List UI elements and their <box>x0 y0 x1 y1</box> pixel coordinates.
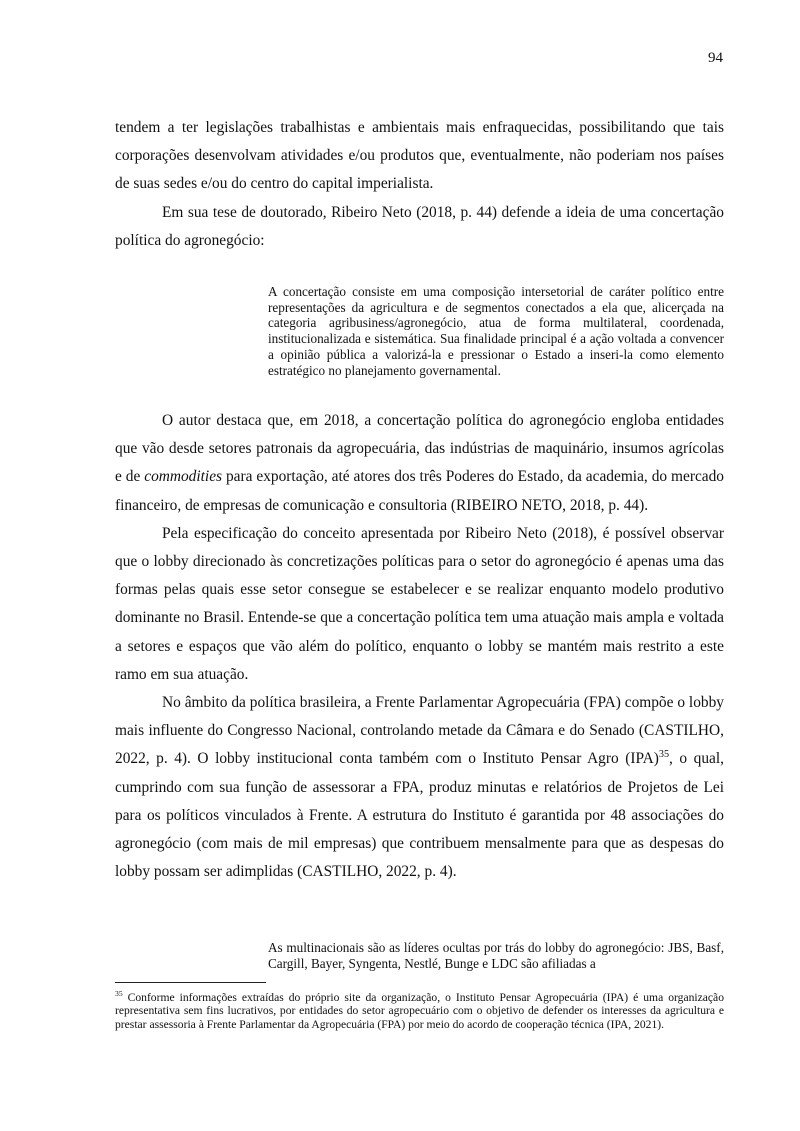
block-quote-concertacao: A concertação consiste em uma composição intersetorial de caráter político entre representações da agricultura e de segmentos conectados a ela que, alicerçada na categoria agribusiness/agronegócio, atua de forma multilateral, coordenada, institucionalizada e sistemática. Sua finalidade principal é a ação voltada a convencer a opinião pública a valorizá-la e pressionar o Estado a inseri-la como elemento estratégico no planejamento governamental. <box>268 284 724 378</box>
footnote-35 <box>115 991 724 1031</box>
paragraph-text: , o qual, cumprindo com sua função de assessorar a FPA, produz minutas e relatórios de Projetos de Lei para os políticos vinculados à Frente. A estrutura do Instituto é garantida por 48 associações do agronegócio (com mais de mil empresas) que contribuem mensalmente para que as despesas do lobby possam ser adimplidas (CASTILHO, 2022, p. 4). <box>115 750 724 881</box>
body-text-middle <box>115 407 724 886</box>
italic-term-commodities: commodities <box>144 468 223 486</box>
paragraph-fpa <box>115 689 724 886</box>
block-quote-multinacionais: As multinacionais são as líderes ocultas por trás do lobby do agronegócio: JBS, Basf, Cargill, Bayer, Syngenta, Nestlé, Bunge e LDC são afiliadas a <box>268 940 724 971</box>
paragraph-text: O autor destaca que, em 2018, a concertação política do agronegócio engloba entidades que vão desde setores patronais da agropecuária, das indústrias de maquinário, insumos agrícolas e de <box>115 412 724 486</box>
paragraph-autor-destaca <box>115 407 724 520</box>
footnote-text: Conforme informações extraídas do próprio site da organização, o Instituto Pensar Agropecuária (IPA) é uma organização representativa sem fins lucrativos, por entidades do setor agropecuário com o objetivo de defender os interesses da agricultura e prestar assessoria à Frente Parlamentar da Agropecuária (FPA) por meio do acordo de cooperação técnica (IPA, 2021). <box>115 991 724 1031</box>
footnote-number: 35 <box>115 989 123 999</box>
page-number: 94 <box>708 50 723 66</box>
paragraph-text: No âmbito da política brasileira, a Frente Parlamentar Agropecuária (FPA) compõe o lobby mais influente do Congresso Nacional, controlando metade da Câmara e do Senado (CASTILHO, 2022, p. 4). O lobby institucional conta também com o Instituto Pensar Agro (IPA) <box>115 694 724 768</box>
footnote-divider <box>115 982 266 983</box>
footnote-reference[interactable]: 35 <box>658 749 670 761</box>
paragraph-text: para exportação, até atores dos três Poderes do Estado, da academia, do mercado financeiro, de empresas de comunicação e consultoria (RIBEIRO NETO, 2018, p. 44). <box>115 468 724 514</box>
body-text-top <box>115 114 724 255</box>
paragraph-especificacao: Pela especificação do conceito apresentada por Ribeiro Neto (2018), é possível observar que o lobby direcionado às concretizações políticas para o setor do agronegócio é apenas uma das formas pelas quais esse setor consegue se estabelecer e se realizar enquanto modelo produtivo dominante no Brasil. Entende-se que a concertação política tem uma atuação mais ampla e voltada a setores e espaços que vão além do político, enquanto o lobby se mantém mais restrito a este ramo em sua atuação. <box>115 524 724 683</box>
paragraph-thesis-intro: Em sua tese de doutorado, Ribeiro Neto (2018, p. 44) defende a ideia de uma concertação política do agronegócio: <box>115 203 724 249</box>
paragraph-continuation: tendem a ter legislações trabalhistas e ambientais mais enfraquecidas, possibilitando que tais corporações desenvolvam atividades e/ou produtos que, eventualmente, não poderiam nos países de suas sedes e/ou do centro do capital imperialista. <box>115 119 724 193</box>
